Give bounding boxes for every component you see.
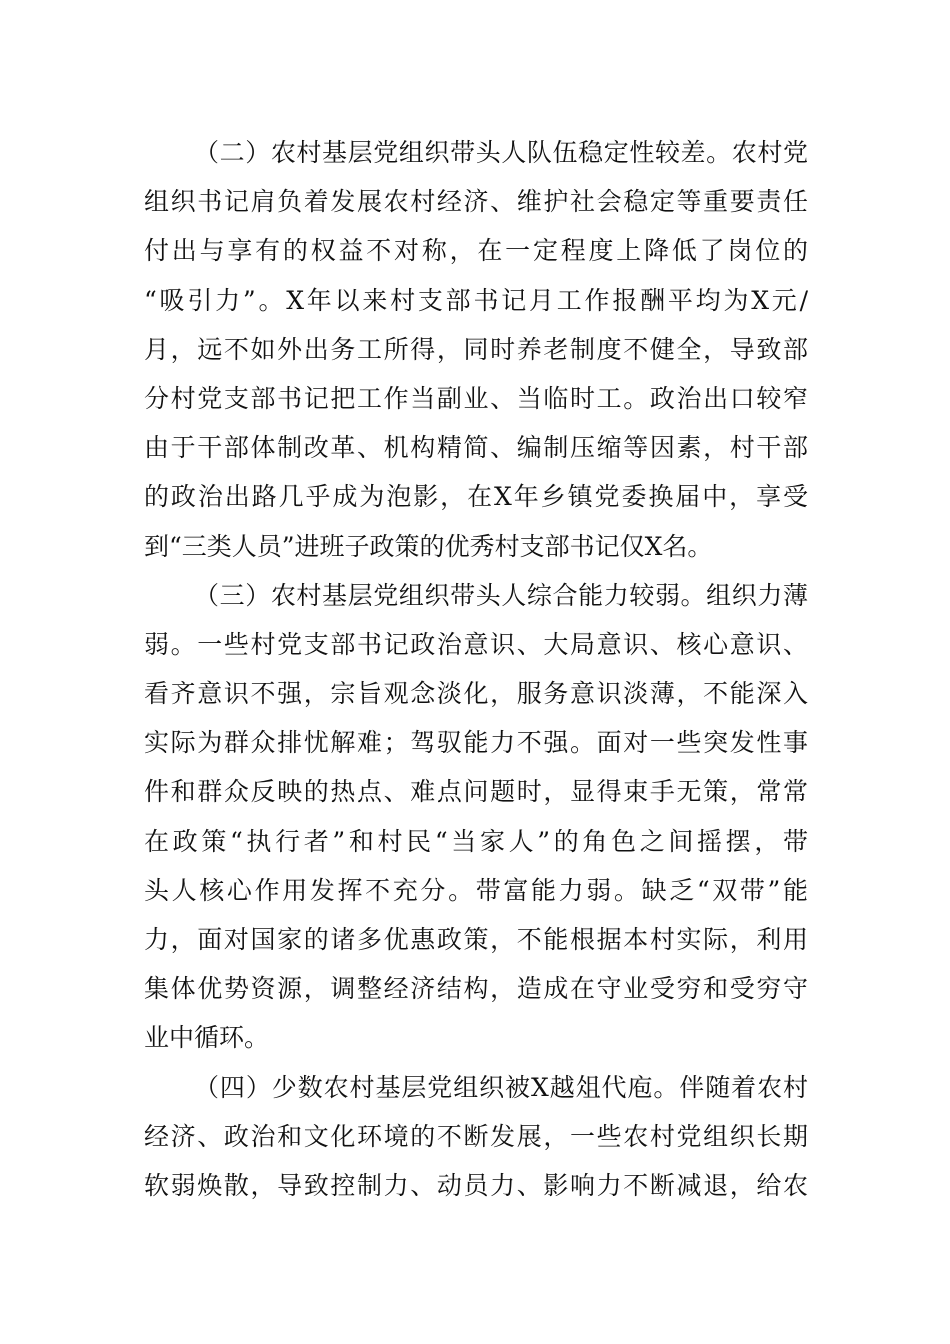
text-line: （三）农村基层党组织带头人综合能力较弱。组织力薄: [194, 580, 808, 610]
text-line: 看齐意识不强，宗旨观念淡化，服务意识淡薄，不能深入: [144, 679, 808, 709]
text-line: 弱。一些村党支部书记政治意识、大局意识、核心意识、: [144, 629, 808, 659]
text-line: 由于干部体制改革、机构精简、编制压缩等因素，村干部: [144, 433, 808, 463]
text-line: “吸引力”。X年以来村支部书记月工作报酬平均为X元/: [144, 285, 808, 315]
text-line: 集体优势资源，调整经济结构，造成在守业受穷和受穷守: [144, 974, 808, 1004]
document-body: [144, 128, 808, 1210]
text-line: 付出与享有的权益不对称，在一定程度上降低了岗位的: [144, 236, 808, 266]
text-line: （二）农村基层党组织带头人队伍稳定性较差。农村党: [194, 138, 808, 167]
text-line: 业中循环。: [144, 1023, 270, 1053]
text-line: 软弱焕散，导致控制力、动员力、影响力不断减退，给农: [144, 1170, 808, 1200]
paragraph-2: [144, 128, 808, 571]
text-line: （四）少数农村基层党组织被X越俎代庖。伴随着农村: [194, 1072, 808, 1102]
text-line: 实际为群众排忧解难；驾驭能力不强。面对一些突发性事: [144, 728, 808, 758]
text-line: 在政策“执行者”和村民“当家人”的角色之间摇摆，带: [144, 826, 808, 856]
text-line: 经济、政治和文化环境的不断发展，一些农村党组织长期: [144, 1121, 808, 1151]
text-line: 力，面对国家的诸多优惠政策，不能根据本村实际，利用: [144, 925, 808, 954]
text-line: 到“三类人员”进班子政策的优秀村支部书记仅X名。: [144, 531, 713, 561]
text-line: 分村党支部书记把工作当副业、当临时工。政治出口较窄: [144, 383, 808, 413]
text-line: 组织书记肩负着发展农村经济、维护社会稳定等重要责任: [144, 187, 808, 217]
text-line: 的政治出路几乎成为泡影，在X年乡镇党委换届中，享受: [144, 482, 808, 512]
text-line: 件和群众反映的热点、难点问题时，显得束手无策，常常: [144, 777, 808, 807]
paragraph-4: [144, 1063, 808, 1211]
text-line: 头人核心作用发挥不充分。带富能力弱。缺乏“双带”能: [144, 875, 808, 905]
paragraph-3: [144, 571, 808, 1063]
text-line: 月，远不如外出务工所得，同时养老制度不健全，导致部: [144, 334, 808, 364]
